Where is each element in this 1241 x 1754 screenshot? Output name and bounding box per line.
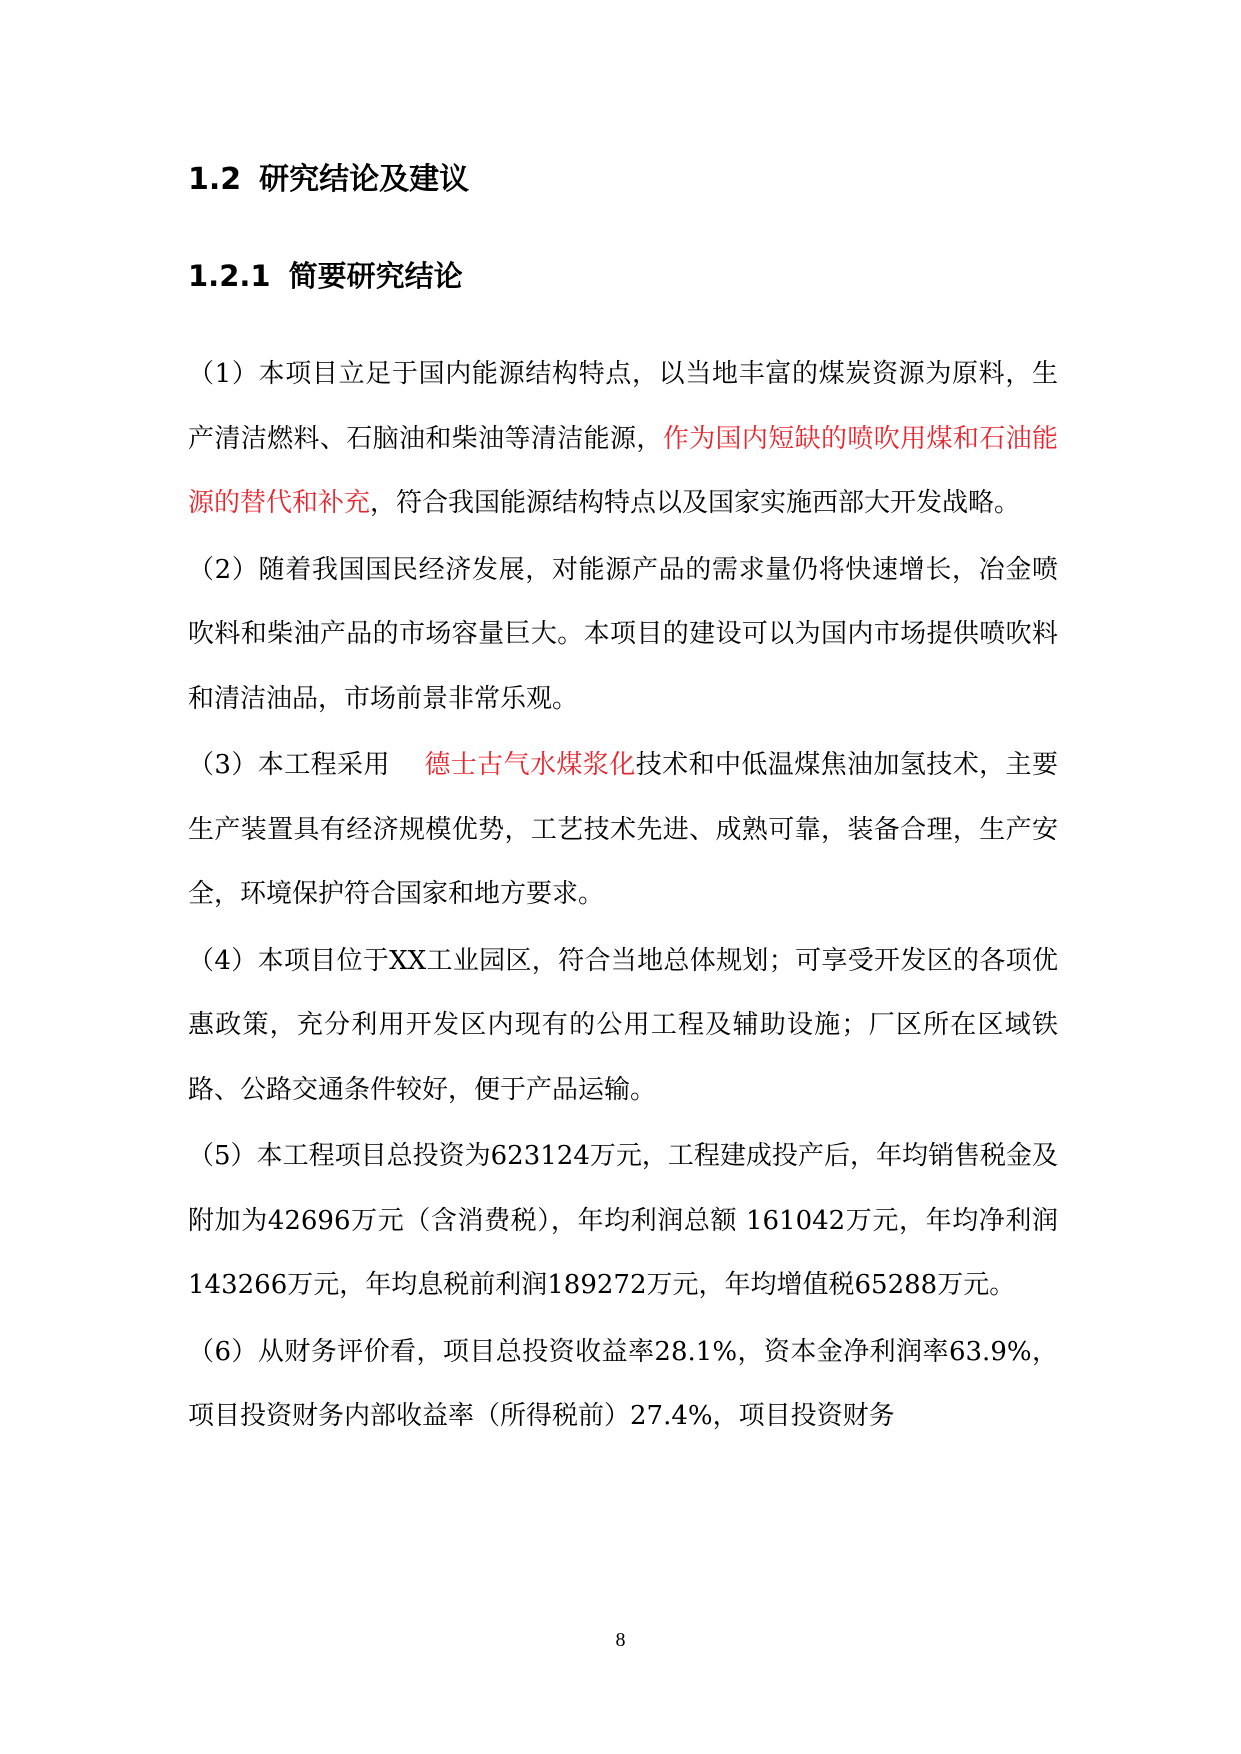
- section-title: 研究结论及建议: [259, 162, 470, 197]
- subsection-title: 简要研究结论: [288, 259, 463, 293]
- section-heading: [188, 160, 469, 200]
- paragraph-1-highlight: 作为国内短缺的喷吹用煤和石油能源的替代和补充: [188, 423, 1058, 518]
- page-number: 8: [615, 1629, 626, 1651]
- paragraph-1-text-c: ，符合我国能源结构特点以及国家实施西部大开发战略。: [370, 488, 1021, 518]
- paragraph-1: [188, 342, 1058, 536]
- subsection-number: 1.2.1: [188, 259, 271, 293]
- paragraph-4: （4）本项目位于XX工业园区，符合当地总体规划；可享受开发区的各项优惠政策，充分利用开发区内现有的公用工程及辅助设施；厂区所在区域铁路、公路交通条件较好，便于产品运输。: [188, 945, 1058, 1105]
- paragraph-2: （2）随着我国国民经济发展，对能源产品的需求量仍将快速增长，冶金喷吹料和柴油产品的市场容量巨大。本项目的建设可以为国内市场提供喷吹料和清洁油品，市场前景非常乐观。: [188, 554, 1058, 714]
- paragraph-5: （5）本工程项目总投资为623124万元，工程建成投产后，年均销售税金及附加为42696万元（含消费税），年均利润总额 161042万元，年均净利润143266万元，年均息税前利润189272万元，年均增值税65288万元。: [188, 1141, 1058, 1300]
- paragraph-3-highlight: 德士古气水煤浆化: [423, 750, 636, 780]
- section-number: 1.2: [188, 162, 242, 197]
- paragraph-1-text-a: （1）本项目立足于国内能源结构特点，以当地丰富的煤炭资源为原料，生产清洁燃料、石脑油和柴油等清洁能源，: [188, 359, 1058, 454]
- body-text: [188, 342, 1058, 1451]
- subsection-heading: [188, 256, 463, 296]
- paragraph-3-text-c: 技术和中低温煤焦油加氢技术，主要生产装置具有经济规模优势，工艺技术先进、成熟可靠，装备合理，生产安全，环境保护符合国家和地方要求。: [188, 750, 1058, 909]
- paragraph-3: [188, 733, 1058, 927]
- paragraph-6: （6）从财务评价看，项目总投资收益率28.1%，资本金净利润率63.9%，项目投资财务内部收益率（所得税前）27.4%，项目投资财务: [188, 1336, 1058, 1431]
- paragraph-3-text-a: （3）本工程采用: [188, 750, 390, 780]
